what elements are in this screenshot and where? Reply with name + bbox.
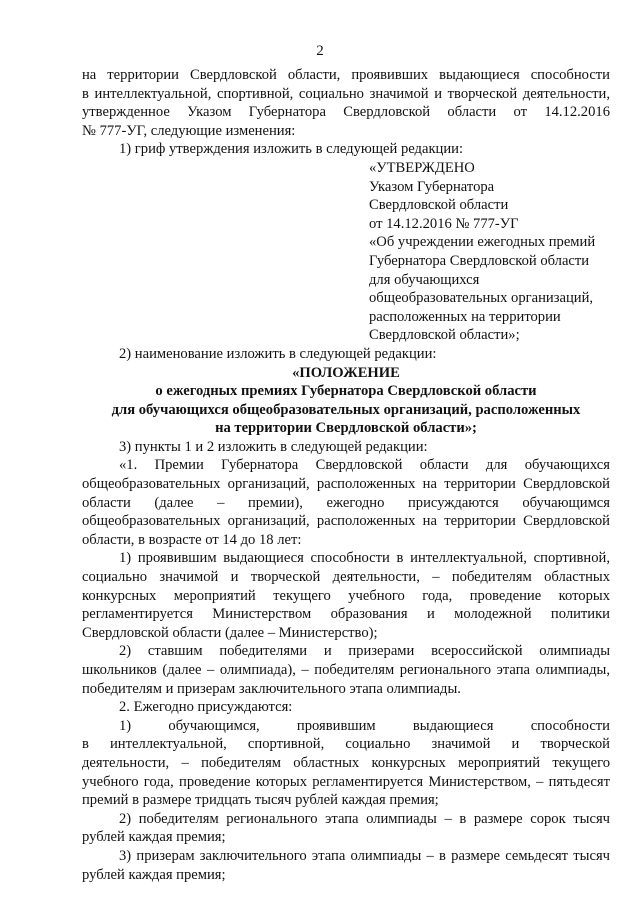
stamp-line: Свердловской области (369, 197, 509, 214)
stamp-line: от 14.12.2016 № 777-УГ (369, 215, 519, 232)
paragraph-line: конкурсных мероприятий текущего учебного года, проведение которых (82, 587, 610, 604)
paragraph-line: утвержденное Указом Губернатора Свердловской области от 14.12.2016 (82, 104, 610, 121)
paragraph-line: 3) призерам заключительного этапа олимпиады – в размере семьдесят тысяч (119, 847, 610, 864)
paragraph-line: на территории Свердловской области, проявивших выдающиеся способности (82, 67, 610, 83)
document-body (82, 66, 610, 884)
paragraph-line: 2) ставшим победителями и призерами всероссийской олимпиады (119, 643, 610, 660)
stamp-line: Свердловской области»; (369, 327, 520, 344)
paragraph-line: школьников (далее – олимпиада), – победителям регионального этапа олимпиады, (82, 662, 610, 678)
approval-stamp (369, 159, 610, 345)
paragraph-line: 2) победителям регионального этапа олимпиады – в размере сорок тысяч (119, 810, 610, 827)
paragraph: 2) наименование изложить в следующей редакции: (119, 345, 437, 362)
paragraph: 2. Ежегодно присуждаются: (119, 699, 293, 716)
stamp-line: Указом Губернатора (369, 178, 495, 195)
paragraph-line: 1) обучающимся, проявившим выдающиеся способности (119, 717, 610, 734)
paragraph-line: в интеллектуальной, спортивной, социально значимой и творческой деятельности, (82, 85, 610, 102)
paragraph-line: социально значимой и творческой деятельности, – победителям областных (82, 569, 610, 586)
paragraph-line: деятельности, – победителям областных конкурсных мероприятий текущего (82, 754, 610, 771)
paragraph-line: учебного года, проведение которых регламентируется Министерством, – пятьдесят (82, 773, 610, 790)
paragraph-line: победителям и призерам заключительного этапа олимпиады. (82, 680, 461, 697)
paragraph-line: общеобразовательных организаций, расположенных на территории Свердловской (82, 476, 610, 493)
stamp-line: для обучающихся (369, 271, 480, 288)
paragraph-line: рублей каждая премия; (82, 829, 226, 846)
title-line: о ежегодных премиях Губернатора Свердловской области (155, 383, 537, 400)
title-line: «ПОЛОЖЕНИЕ (292, 364, 400, 381)
title-line: на территории Свердловской области»; (215, 420, 477, 437)
stamp-line: «УТВЕРЖДЕНО (369, 159, 475, 176)
regulation-title (82, 364, 610, 438)
stamp-line: «Об учреждении ежегодных премий (369, 234, 596, 251)
paragraph-line: 1) проявившим выдающиеся способности в интеллектуальной, спортивной, (119, 550, 610, 567)
paragraph-line: № 777-УГ, следующие изменения: (82, 122, 296, 139)
title-line: для обучающихся общеобразовательных организаций, расположенных (111, 401, 581, 418)
page-number: 2 (316, 43, 324, 59)
paragraph-line: рублей каждая премия; (82, 866, 226, 883)
paragraph-line: Свердловской области (далее – Министерство); (82, 624, 378, 641)
paragraph-line: общеобразовательных организаций, расположенных на территории Свердловской (82, 513, 610, 530)
stamp-line: общеобразовательных организаций, (369, 290, 594, 307)
paragraph-line: премий в размере тридцать тысяч рублей каждая премия; (82, 792, 439, 809)
stamp-line: расположенных на территории (369, 308, 561, 325)
paragraph: 3) пункты 1 и 2 изложить в следующей редакции: (119, 438, 428, 455)
paragraph-line: регламентируется Министерством образования и молодежной политики (82, 606, 610, 623)
paragraph: 1) гриф утверждения изложить в следующей редакции: (119, 141, 464, 158)
paragraph-line: «1. Премии Губернатора Свердловской области для обучающихся (119, 457, 610, 474)
paragraph-line: области (далее – премии), ежегодно присуждаются обучающимся (82, 494, 610, 511)
paragraph-line: в интеллектуальной, спортивной, социально значимой и творческой (82, 736, 610, 753)
stamp-line: Губернатора Свердловской области (369, 252, 590, 269)
paragraph-line: области, в возрасте от 14 до 18 лет: (82, 531, 302, 548)
